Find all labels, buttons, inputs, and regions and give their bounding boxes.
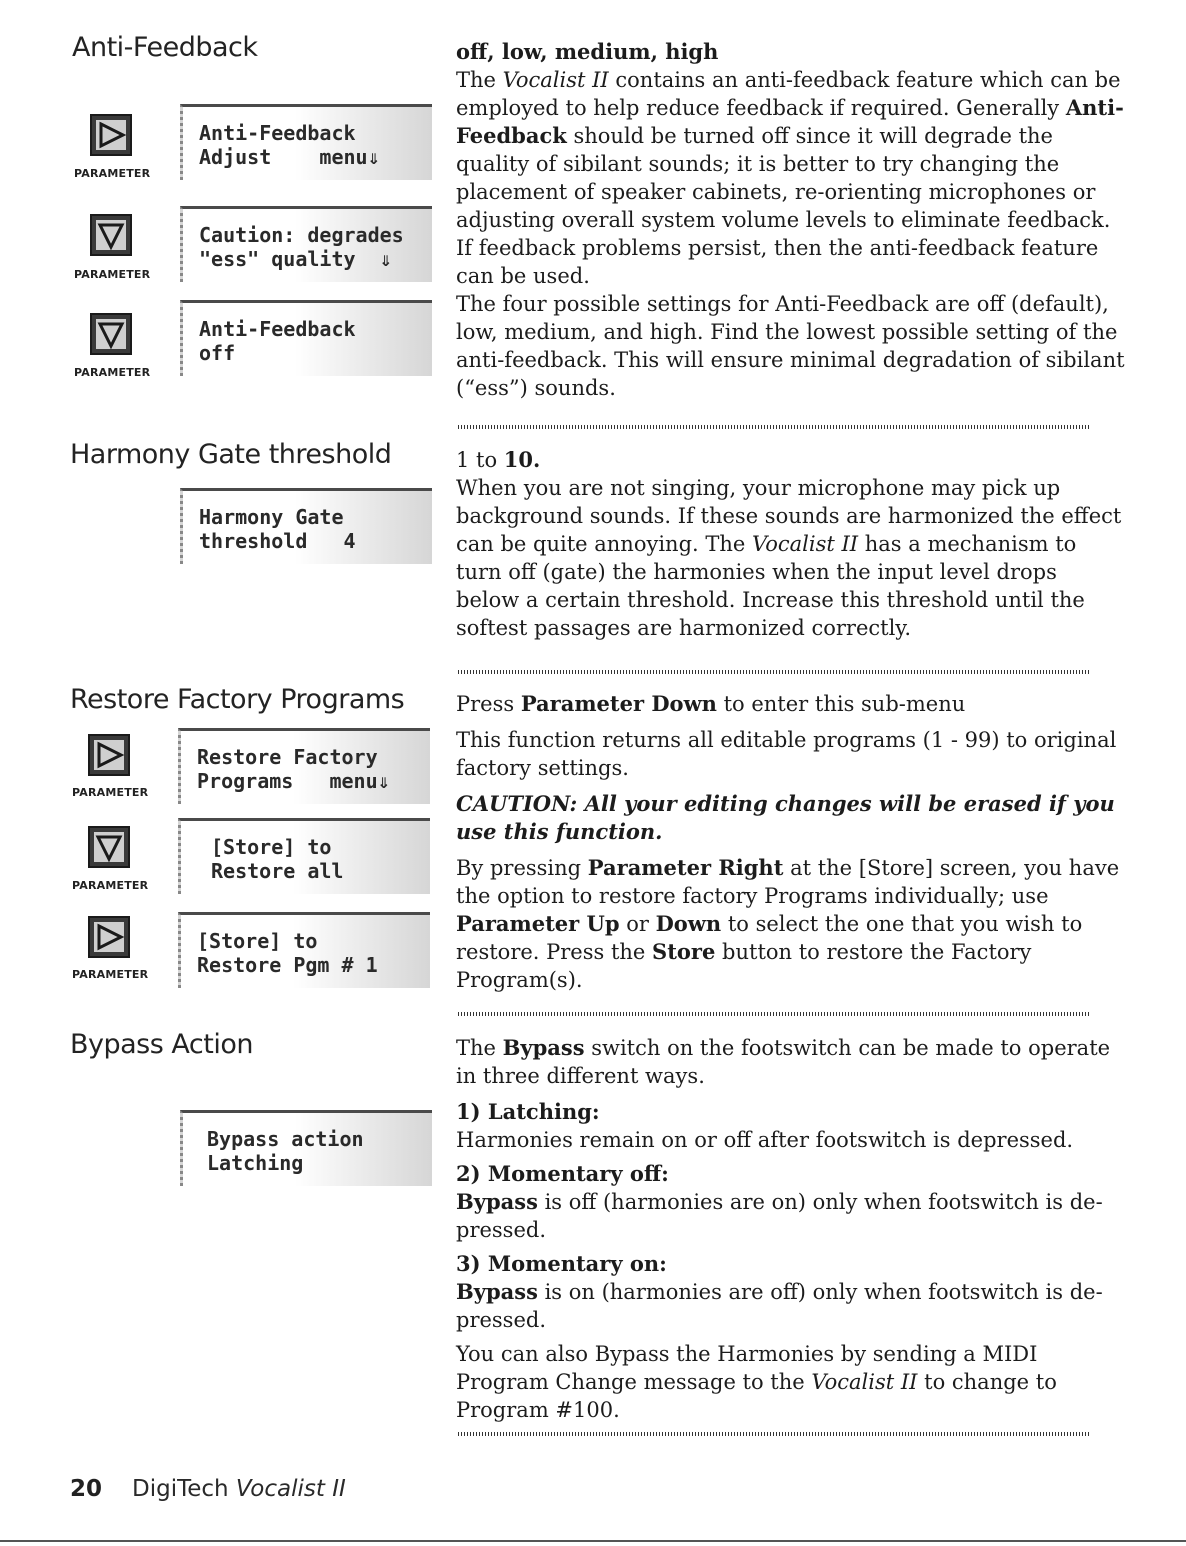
heading-restore-factory: Restore Factory Programs: [70, 684, 405, 715]
lcd-line-1: Caution: degrades: [199, 223, 404, 247]
section-divider: [458, 670, 1090, 674]
button-label: PARAMETER: [72, 786, 149, 799]
button-label: PARAMETER: [74, 167, 151, 180]
lcd-line-1: Anti-Feedback: [199, 121, 356, 145]
bypass-description: [456, 1034, 1126, 1424]
range-text: off, low, medium, high: [456, 39, 719, 64]
momentary-on-title: 3) Momentary on:: [456, 1251, 667, 1276]
restore-intro: Press Parameter Down to enter this sub-menu: [456, 691, 966, 716]
lcd-line-1: [Store] to: [197, 929, 318, 953]
lcd-line-2: Restore Pgm # 1: [197, 953, 378, 977]
anti-feedback-description: [456, 38, 1126, 402]
button-label: PARAMETER: [72, 968, 149, 981]
button-label: PARAMETER: [74, 268, 151, 281]
lcd-line-1: [Store] to: [211, 835, 332, 859]
page-bottom-edge: [0, 1540, 1186, 1542]
anti-feedback-p3: The four possible settings for Anti-Feedback are off (default), low, medium, and high. Find the lowest possible setting of the anti-feedback. This will ensure minimal degradation of sibilant (“ess”) sounds.: [456, 292, 1125, 400]
lcd-line-1: Anti-Feedback: [199, 317, 356, 341]
anti-feedback-p1: The Vocalist II contains an anti-feedback feature which can be employed to help reduce feedback if required. Generally Anti-Feedback should be turned off since it will degrade the quality of sibilant sounds; it is better to try changing the placement of speaker cabinets, re-orienting microphones or adjusting overall system volume levels to eliminate feedback.: [456, 68, 1124, 232]
lcd-line-1: Restore Factory: [197, 745, 378, 769]
button-label: PARAMETER: [74, 366, 151, 379]
parameter-right-icon: [88, 734, 130, 776]
lcd-line-2: off: [199, 341, 236, 365]
heading-harmony-gate: Harmony Gate threshold: [70, 439, 392, 470]
page-number: 20: [70, 1476, 103, 1502]
momentary-off-title: 2) Momentary off:: [456, 1161, 669, 1186]
bypass-intro: The Bypass switch on the footswitch can be made to operate in three different ways.: [456, 1035, 1111, 1088]
lcd-screen: [178, 912, 430, 988]
parameter-down-icon: [90, 313, 132, 355]
lcd-line-1: Bypass action: [207, 1127, 364, 1151]
parameter-right-icon: [88, 916, 130, 958]
lcd-screen: [178, 728, 430, 804]
lcd-line-2: Latching: [207, 1151, 304, 1175]
lcd-screen: [180, 1110, 432, 1186]
section-divider: [458, 425, 1090, 429]
lcd-line-1: Harmony Gate: [199, 505, 344, 529]
midi-bypass-text: You can also Bypass the Harmonies by sending a MIDI Program Change message to the Vocalist II to change to Program #100.: [456, 1342, 1057, 1422]
restore-caution: CAUTION: All your editing changes will be erased if you use this function.: [456, 791, 1115, 844]
anti-feedback-p2: If feedback problems persist, then the anti-feedback feature can be used.: [456, 236, 1099, 288]
restore-p2: By pressing Parameter Right at the [Store] screen, you have the option to restore factory Programs individually; use Parameter Up or Down to select the one that you wish to restore. Press the Store button to restore the Factory Program(s).: [456, 855, 1120, 992]
latching-text: Harmonies remain on or off after footswitch is depressed.: [456, 1128, 1074, 1152]
latching-title: 1) Latching:: [456, 1099, 600, 1124]
lcd-screen: [180, 300, 432, 376]
range-text: 1 to 10.: [456, 447, 541, 472]
heading-anti-feedback: Anti-Feedback: [72, 32, 258, 63]
lcd-screen: [180, 488, 432, 564]
restore-factory-description: [456, 690, 1126, 994]
momentary-on-text: Bypass is on (harmonies are off) only when footswitch is de-pressed.: [456, 1279, 1103, 1332]
heading-bypass-action: Bypass Action: [70, 1029, 253, 1060]
button-label: PARAMETER: [72, 879, 149, 892]
lcd-line-2: Restore all: [211, 859, 344, 883]
parameter-down-icon: [90, 214, 132, 256]
lcd-screen: [178, 818, 430, 894]
lcd-line-2: Adjust menu⇓: [199, 145, 380, 169]
section-divider: [458, 1012, 1090, 1016]
parameter-right-icon: [90, 114, 132, 156]
restore-p1: This function returns all editable programs (1 - 99) to original factory settings.: [456, 728, 1117, 780]
momentary-off-text: Bypass is off (harmonies are on) only when footswitch is de-pressed.: [456, 1189, 1103, 1242]
lcd-screen: [180, 104, 432, 180]
section-divider: [458, 1432, 1090, 1436]
lcd-line-2: "ess" quality ⇓: [199, 247, 392, 271]
lcd-line-2: Programs menu⇓: [197, 769, 390, 793]
lcd-line-2: threshold 4: [199, 529, 356, 553]
harmony-gate-p1: When you are not singing, your microphone may pick up background sounds. If these sounds are harmonized the effect can be quite annoying. The Vocalist II has a mechanism to turn off (gate) the harmonies when the input level drops below a certain threshold. Increase this threshold until the softest passages are harmonized correctly.: [456, 476, 1122, 640]
lcd-screen: [180, 206, 432, 282]
footer-brand: DigiTech Vocalist II: [132, 1476, 346, 1502]
harmony-gate-description: [456, 446, 1126, 642]
parameter-down-icon: [88, 826, 130, 868]
